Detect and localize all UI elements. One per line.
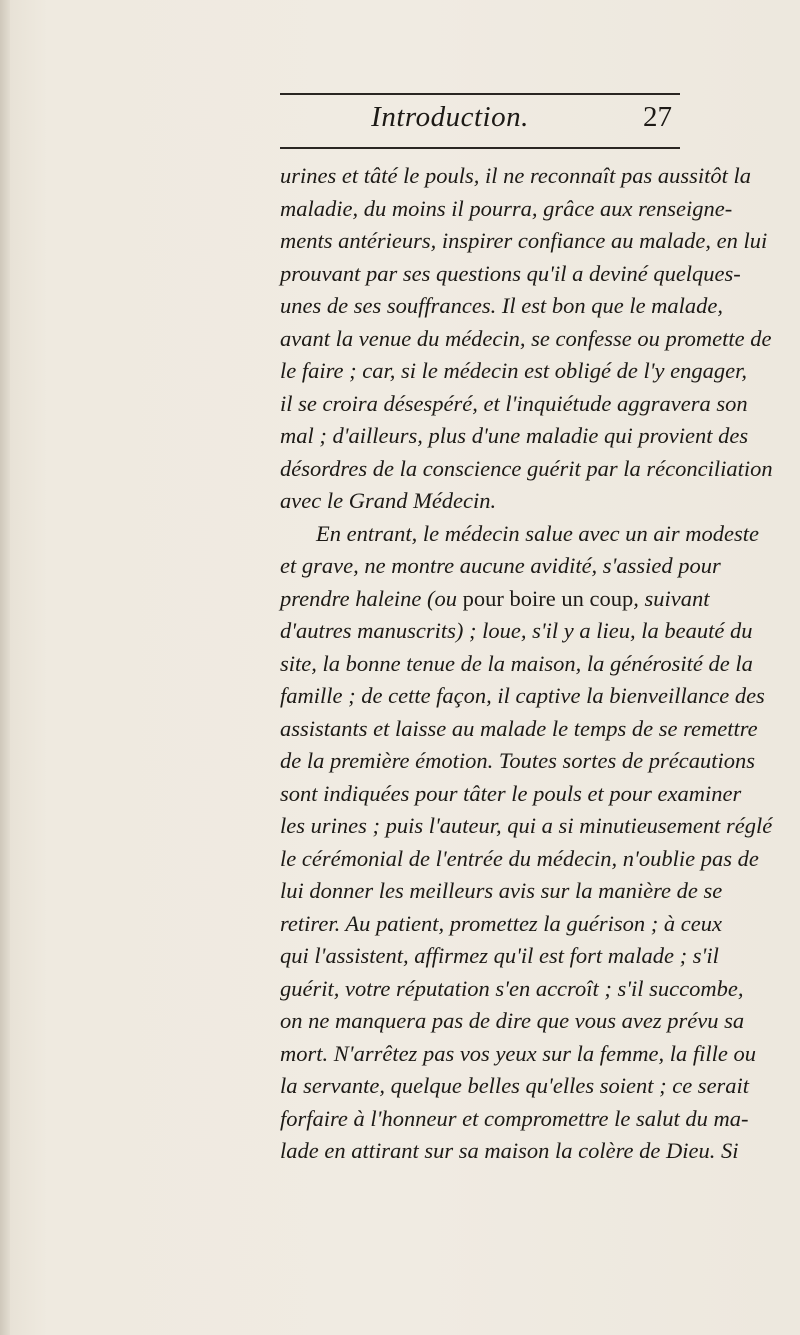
- page-number: 27: [643, 101, 672, 133]
- text-line: et grave, ne montre aucune avidité, s'assied pour: [280, 553, 721, 578]
- header-rule-top: [280, 93, 680, 95]
- header-rule-bottom: [280, 147, 680, 149]
- text-line: lui donner les meilleurs avis sur la manière de se: [280, 878, 723, 903]
- text-line: il se croira désespéré, et l'inquiétude aggravera son: [280, 390, 748, 416]
- text-line: le faire ; car, si le médecin est obligé de l'y engager,: [280, 358, 747, 383]
- text-line: prouvant par ses questions qu'il a deviné quelques-: [280, 260, 741, 286]
- text-line: assistants et laisse au malade le temps de se remettre: [280, 715, 758, 741]
- text-line: guérit, votre réputation s'en accroît ; s'il succombe,: [280, 975, 744, 1001]
- mixed-text-line: [280, 583, 710, 616]
- text-line: la servante, quelque belles qu'elles soient ; ce serait: [280, 1073, 750, 1098]
- text-line: le cérémonial de l'entrée du médecin, n'oublie pas de: [280, 845, 759, 871]
- text-line: famille ; de cette façon, il captive la bienveillance des: [280, 683, 765, 708]
- text-line: unes de ses souffrances. Il est bon que le malade,: [280, 293, 724, 318]
- text-segment: prendre haleine (ou: [280, 585, 458, 611]
- text-line: on ne manquera pas de dire que vous avez prévu sa: [280, 1008, 745, 1033]
- text-line: qui l'assistent, affirmez qu'il est fort malade ; s'il: [280, 943, 719, 968]
- text-line: lade en attirant sur sa maison la colère de Dieu. Si: [280, 1138, 739, 1163]
- text-line: forfaire à l'honneur et compromettre le salut du ma-: [280, 1105, 749, 1131]
- text-line: les urines ; puis l'auteur, qui a si minutieusement réglé: [280, 813, 773, 838]
- text-line: de la première émotion. Toutes sortes de précautions: [280, 748, 755, 773]
- text-line: mal ; d'ailleurs, plus d'une maladie qui provient des: [280, 423, 749, 448]
- text-line: désordres de la conscience guérit par la réconciliation: [280, 455, 773, 481]
- body-text: [280, 160, 773, 1168]
- text-line: sont indiquées pour tâter le pouls et pour examiner: [280, 780, 742, 806]
- text-line: site, la bonne tenue de la maison, la générosité de la: [280, 650, 753, 676]
- page-title: Introduction.: [371, 101, 529, 133]
- paragraph-start-line: En entrant, le médecin salue avec un air modeste: [316, 520, 760, 546]
- binding-edge: [0, 0, 10, 1335]
- text-line: avant la venue du médecin, se confesse ou promette de: [280, 325, 772, 351]
- text-line: ments antérieurs, inspirer confiance au malade, en lui: [280, 228, 768, 253]
- roman-text-segment: pour boire un coup: [462, 585, 634, 611]
- text-line: d'autres manuscrits) ; loue, s'il y a lieu, la beauté du: [280, 618, 753, 643]
- running-head: [280, 101, 680, 141]
- text-line: mort. N'arrêtez pas vos yeux sur la femme, la fille ou: [280, 1040, 757, 1066]
- text-line: maladie, du moins il pourra, grâce aux renseigne-: [280, 195, 733, 221]
- text-line: retirer. Au patient, promettez la guérison ; à ceux: [280, 910, 723, 936]
- text-line: urines et tâté le pouls, il ne reconnaît pas aussitôt la: [280, 163, 752, 188]
- text-segment: , suivant: [633, 585, 710, 611]
- text-line: avec le Grand Médecin.: [280, 488, 497, 513]
